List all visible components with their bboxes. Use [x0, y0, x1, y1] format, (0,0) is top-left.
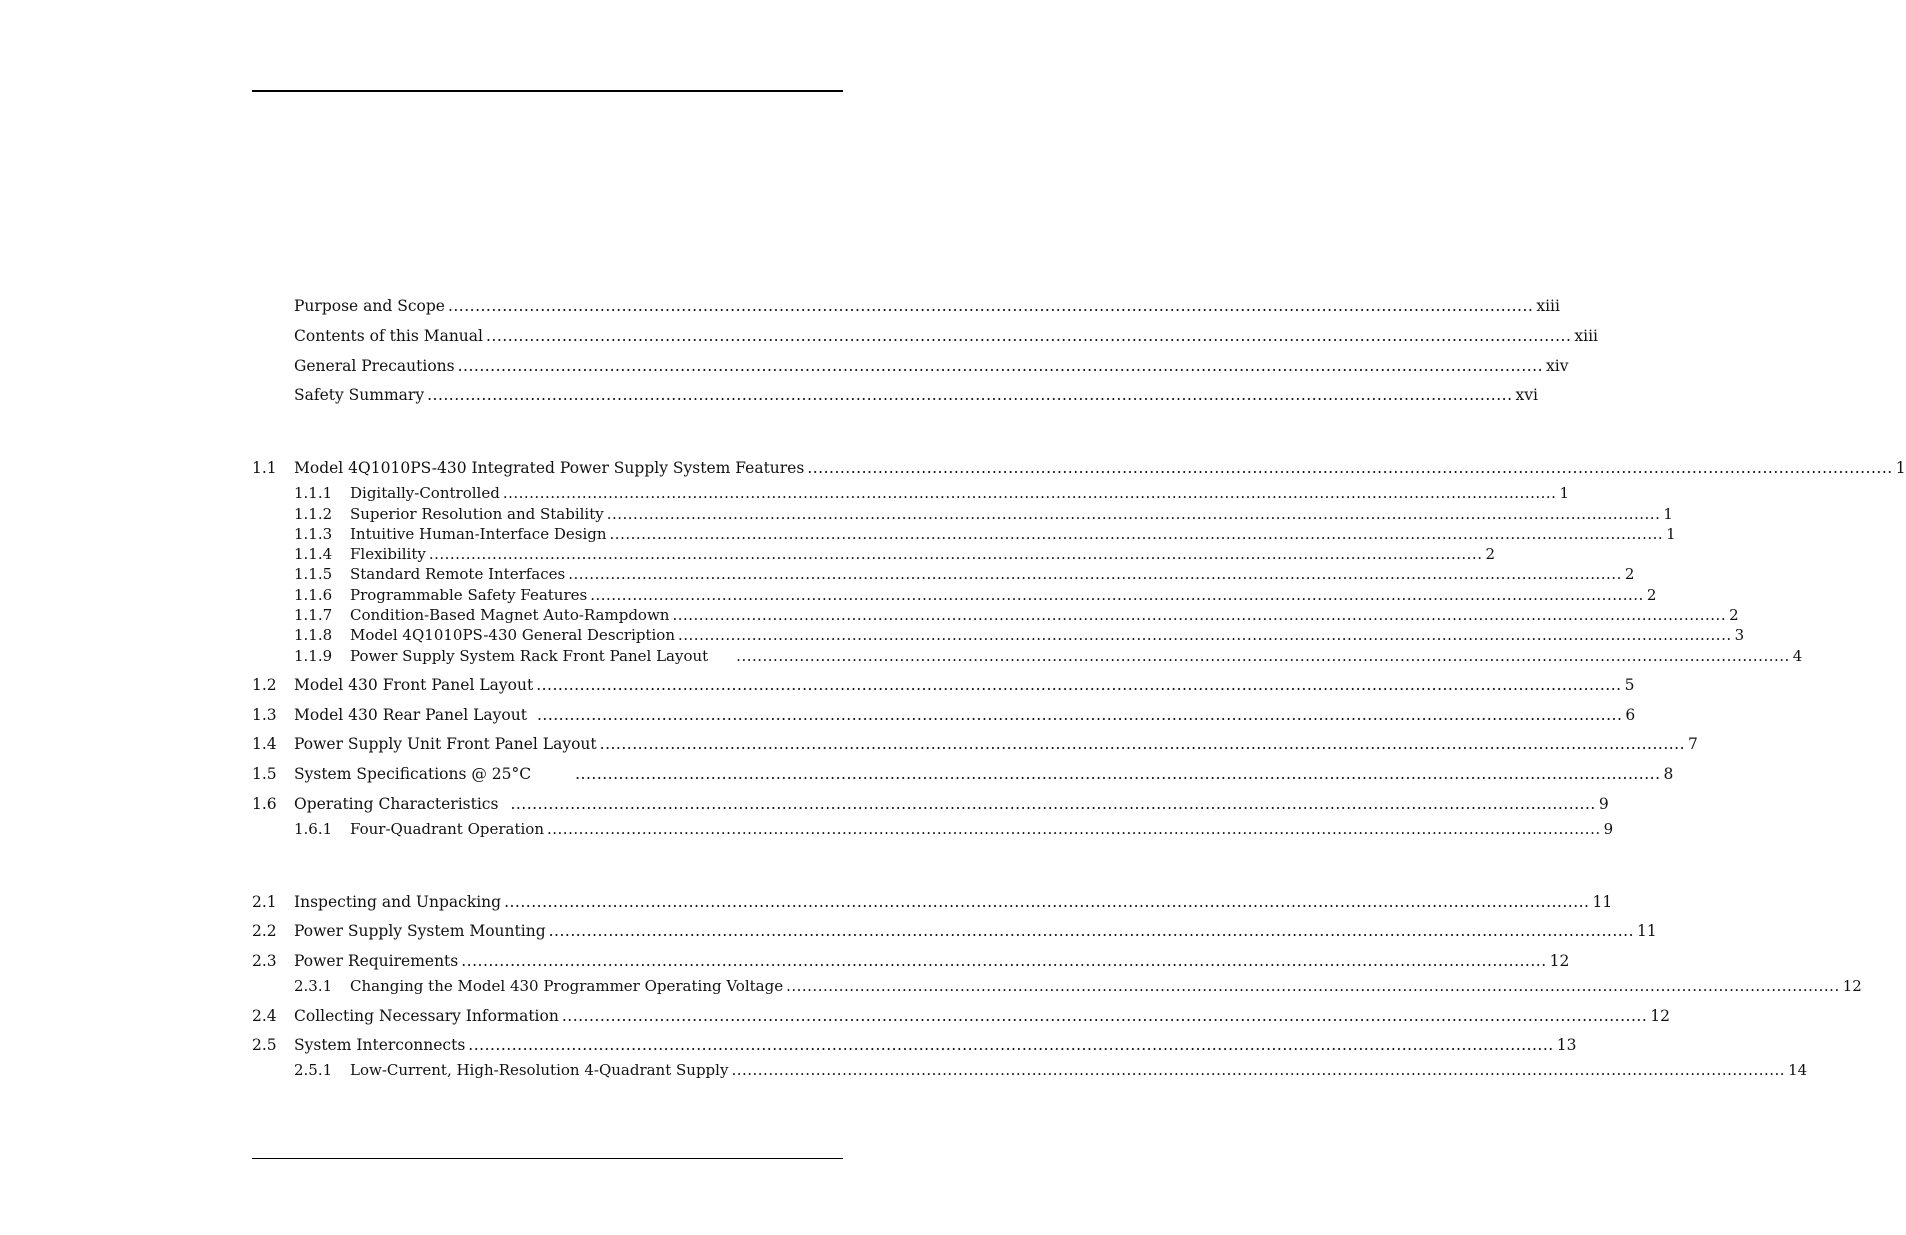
toc-entry-title: Condition-Based Magnet Auto-Rampdown — [350, 606, 670, 624]
dot-leader: ........................................................................................................................................................................................................ — [510, 795, 1596, 813]
toc-entry-title: Power Supply Unit Front Panel Layout — [294, 735, 597, 753]
toc-entry-page: 12 — [1650, 1007, 1670, 1025]
toc-entry-2-3-1[interactable] — [252, 977, 1862, 995]
toc-entry-number: 2.5 — [252, 1036, 277, 1054]
dot-leader: ........................................................................................................................................................................................................ — [468, 1036, 1554, 1054]
dot-leader: ........................................................................................................................................................................................................ — [427, 386, 1513, 404]
toc-entry-number: 1.1.8 — [294, 626, 333, 644]
toc-entry-1-1-3[interactable] — [252, 525, 1676, 543]
toc-entry-page: xiii — [1574, 327, 1599, 345]
toc-entry-2-5[interactable] — [252, 1036, 1577, 1054]
toc-entry-number: 2.2 — [252, 922, 277, 940]
toc-entry-title: System Specifications @ 25°C — [294, 765, 532, 783]
toc-entry-number: 1.3 — [252, 706, 277, 724]
toc-entry-2-1[interactable] — [252, 893, 1613, 911]
toc-entry-2-2[interactable] — [252, 922, 1657, 940]
toc-entry-page: 1 — [1663, 505, 1673, 523]
toc-entry-page: 3 — [1734, 626, 1745, 644]
toc-entry-page: 6 — [1625, 706, 1636, 724]
toc-entry-number: 1.4 — [252, 735, 277, 753]
toc-entry-number: 1.1.2 — [294, 505, 333, 523]
toc-entry-number: 1.6 — [252, 795, 277, 813]
dot-leader: ........................................................................................................................................................................................................ — [547, 820, 1601, 838]
toc-entry-page: 2 — [1624, 565, 1635, 583]
toc-entry-contents-of-this-manual[interactable] — [252, 327, 1599, 345]
toc-entry-title: System Interconnects — [294, 1036, 466, 1054]
dot-leader: ........................................................................................................................................................................................................ — [457, 357, 1544, 375]
toc-entry-title: Intuitive Human-Interface Design — [350, 525, 607, 543]
toc-entry-number: 1.1.5 — [294, 565, 333, 583]
dot-leader: ........................................................................................................................................................................................................ — [606, 505, 1661, 523]
toc-entry-page: xvi — [1515, 386, 1538, 404]
toc-entry-1-1-9[interactable] — [252, 647, 1803, 665]
toc-entry-title: Low-Current, High-Resolution 4-Quadrant Supply — [350, 1061, 729, 1079]
dot-leader: ........................................................................................................................................................................................................ — [575, 765, 1661, 783]
toc-entry-title: Power Supply System Mounting — [294, 922, 546, 940]
dot-leader: ........................................................................................................................................................................................................ — [678, 626, 1732, 644]
toc-entry-2-4[interactable] — [252, 1007, 1670, 1025]
dot-leader: ........................................................................................................................................................................................................ — [599, 735, 1686, 753]
toc-entry-title: Inspecting and Unpacking — [294, 893, 502, 911]
toc-entry-1-1[interactable] — [252, 459, 1906, 477]
dot-leader: ........................................................................................................................................................................................................ — [502, 484, 1557, 502]
toc-entry-page: 5 — [1624, 676, 1635, 694]
toc-entry-title: Model 430 Rear Panel Layout — [294, 706, 527, 724]
toc-entry-title: Safety Summary — [294, 386, 425, 404]
dot-leader: ........................................................................................................................................................................................................ — [504, 893, 1590, 911]
dot-leader: ........................................................................................................................................................................................................ — [536, 676, 1622, 694]
toc-entry-page: 4 — [1792, 647, 1803, 665]
toc-entry-number: 1.1.4 — [294, 545, 333, 563]
toc-entry-title: Collecting Necessary Information — [294, 1007, 559, 1025]
dot-leader: ........................................................................................................................................................................................................ — [447, 297, 1534, 315]
toc-entry-title: Model 4Q1010PS-430 General Description — [350, 626, 675, 644]
dot-leader: ........................................................................................................................................................................................................ — [609, 525, 1664, 543]
toc-entry-page: 13 — [1556, 1036, 1577, 1054]
dot-leader: ........................................................................................................................................................................................................ — [568, 565, 1622, 583]
toc-entry-number: 2.3.1 — [294, 977, 333, 995]
toc-entry-page: 1 — [1559, 484, 1569, 502]
toc-entry-page: 12 — [1842, 977, 1862, 995]
toc-entry-title: Power Supply System Rack Front Panel Layout — [350, 647, 709, 665]
toc-entry-title: General Precautions — [294, 357, 455, 375]
toc-entry-number: 2.1 — [252, 893, 277, 911]
toc-entry-1-1-2[interactable] — [252, 505, 1673, 523]
toc-entry-1-6-1[interactable] — [252, 820, 1614, 838]
dot-leader: ........................................................................................................................................................................................................ — [486, 327, 1572, 345]
header-rule — [252, 90, 843, 92]
toc-entry-page: 8 — [1663, 765, 1674, 783]
toc-entry-number: 1.5 — [252, 765, 277, 783]
dot-leader: ........................................................................................................................................................................................................ — [536, 706, 1623, 724]
toc-entry-page: 2 — [1646, 586, 1657, 604]
toc-entry-page: 11 — [1592, 893, 1613, 911]
toc-entry-1-1-5[interactable] — [252, 565, 1635, 583]
toc-entry-2-3[interactable] — [252, 952, 1570, 970]
dot-leader: ........................................................................................................................................................................................................ — [731, 1061, 1786, 1079]
toc-entry-title: Model 4Q1010PS-430 Integrated Power Supply System Features — [294, 459, 805, 477]
toc-entry-purpose-and-scope[interactable] — [252, 297, 1560, 315]
toc-entry-title: Programmable Safety Features — [350, 586, 588, 604]
toc-entry-number: 1.1.9 — [294, 647, 333, 665]
dot-leader: ........................................................................................................................................................................................................ — [548, 922, 1635, 940]
toc-entry-1-1-6[interactable] — [252, 586, 1657, 604]
toc-entry-general-precautions[interactable] — [252, 357, 1569, 375]
toc-entry-page: 1 — [1666, 525, 1676, 543]
toc-entry-safety-summary[interactable] — [252, 386, 1538, 404]
dot-leader: ........................................................................................................................................................................................................ — [428, 545, 1483, 563]
toc-entry-number: 1.1.3 — [294, 525, 333, 543]
footer-rule — [252, 1158, 843, 1159]
dot-leader: ........................................................................................................................................................................................................ — [590, 586, 1644, 604]
toc-entry-page: 9 — [1598, 795, 1609, 813]
toc-entry-number: 2.5.1 — [294, 1061, 333, 1079]
toc-entry-1-6[interactable] — [252, 795, 1609, 813]
toc-entry-title: Contents of this Manual — [294, 327, 483, 345]
toc-entry-number: 1.1.1 — [294, 484, 333, 502]
toc-entry-page: 7 — [1688, 735, 1698, 753]
toc-entry-title: Operating Characteristics — [294, 795, 499, 813]
toc-entry-page: xiv — [1546, 357, 1569, 375]
toc-entry-title: Model 430 Front Panel Layout — [294, 676, 534, 694]
dot-leader: ........................................................................................................................................................................................................ — [461, 952, 1547, 970]
toc-entry-title: Changing the Model 430 Programmer Operating Voltage — [350, 977, 784, 995]
toc-entry-title: Superior Resolution and Stability — [350, 505, 604, 523]
toc-entry-number: 1.1.6 — [294, 586, 333, 604]
toc-entry-1-5[interactable] — [252, 765, 1674, 783]
dot-leader: ........................................................................................................................................................................................................ — [561, 1007, 1648, 1025]
toc-entry-title: Power Requirements — [294, 952, 459, 970]
toc-entry-title: Flexibility — [350, 545, 426, 563]
toc-entry-number: 1.1 — [252, 459, 277, 477]
toc-entry-page: 11 — [1637, 922, 1657, 940]
toc-entry-page: 14 — [1788, 1061, 1808, 1079]
toc-entry-1-1-8[interactable] — [252, 626, 1745, 644]
toc-entry-number: 1.1.7 — [294, 606, 333, 624]
toc-entry-1-1-4[interactable] — [252, 545, 1496, 563]
toc-entry-number: 1.6.1 — [294, 820, 333, 838]
toc-entry-page: 1 — [1895, 459, 1906, 477]
toc-entry-page: 9 — [1603, 820, 1614, 838]
toc-entry-page: xiii — [1536, 297, 1560, 315]
toc-entry-number: 2.4 — [252, 1007, 277, 1025]
toc-entry-page: 2 — [1729, 606, 1739, 624]
dot-leader: ........................................................................................................................................................................................................ — [672, 606, 1727, 624]
toc-entry-1-2[interactable] — [252, 676, 1635, 694]
toc-entry-2-5-1[interactable] — [252, 1061, 1808, 1079]
toc-entry-title: Purpose and Scope — [294, 297, 445, 315]
dot-leader: ........................................................................................................................................................................................................ — [807, 459, 1893, 477]
toc-entry-title: Four-Quadrant Operation — [350, 820, 544, 838]
toc-entry-number: 2.3 — [252, 952, 277, 970]
toc-entry-title: Standard Remote Interfaces — [350, 565, 566, 583]
toc-entry-page: 2 — [1485, 545, 1496, 563]
toc-entry-1-1-1[interactable] — [252, 484, 1569, 502]
toc-entry-title: Digitally-Controlled — [350, 484, 500, 502]
toc-entry-1-1-7[interactable] — [252, 606, 1739, 624]
dot-leader: ........................................................................................................................................................................................................ — [736, 647, 1790, 665]
toc-entry-number: 1.2 — [252, 676, 277, 694]
dot-leader: ........................................................................................................................................................................................................ — [786, 977, 1840, 995]
toc-entry-1-4[interactable] — [252, 735, 1698, 753]
toc-entry-page: 12 — [1549, 952, 1570, 970]
toc-entry-1-3[interactable] — [252, 706, 1636, 724]
